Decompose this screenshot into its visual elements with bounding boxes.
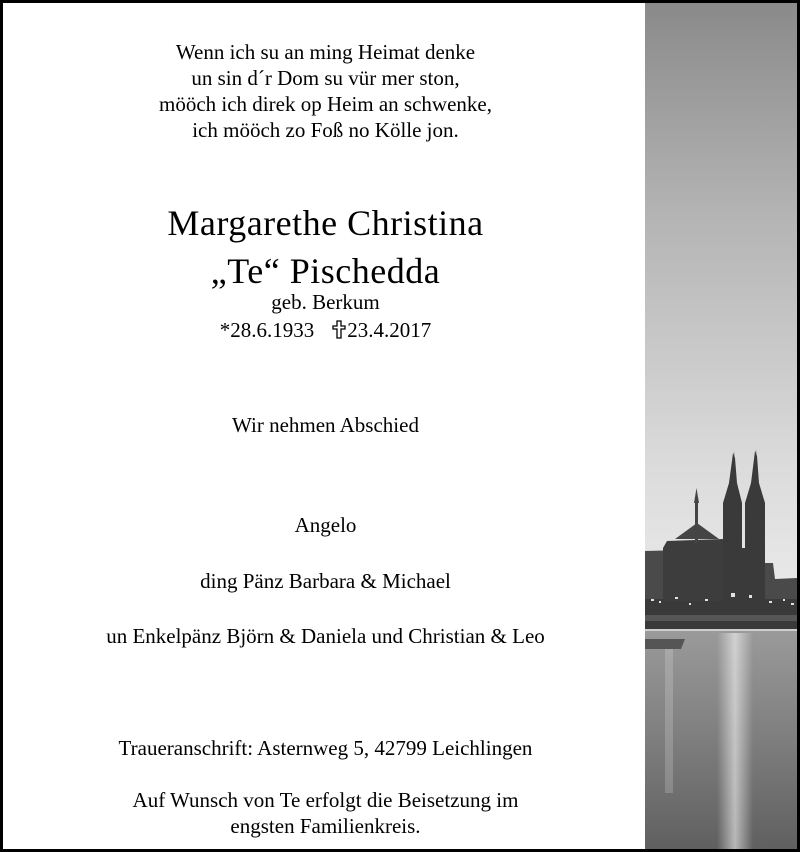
poem-line: mööch ich direk op Heim an schwenke, — [159, 92, 492, 116]
burial-note — [3, 787, 648, 839]
notice-text-column — [3, 3, 648, 849]
burial-note-line1: Auf Wunsch von Te erfolgt die Beisetzung im — [132, 788, 519, 812]
mourner-spouse: Angelo — [294, 513, 357, 537]
mourner-grandchildren: un Enkelpänz Björn & Daniela und Christian & Leo — [106, 624, 545, 648]
deceased-name-line2: „Te“ Pischedda — [210, 251, 441, 291]
life-dates — [3, 317, 648, 345]
deceased-name-line1: Margarethe Christina — [167, 203, 484, 243]
maiden-name: geb. Berkum — [271, 290, 380, 314]
birth-date: *28.6.1933 — [219, 318, 315, 342]
burial-note-line2: engsten Familienkreis. — [230, 814, 421, 838]
poem-line: ich mööch zo Foß no Kölle jon. — [192, 118, 459, 142]
deceased-name — [3, 199, 648, 295]
farewell-text: Wir nehmen Abschied — [232, 413, 419, 437]
poem-line: Wenn ich su an ming Heimat denke — [175, 40, 476, 64]
death-date: 23.4.2017 — [347, 318, 432, 342]
mourner-children: ding Pänz Barbara & Michael — [200, 569, 451, 593]
mourning-address: Traueranschrift: Asternweg 5, 42799 Leichlingen — [118, 736, 533, 760]
cross-icon — [332, 319, 346, 345]
poem — [3, 39, 648, 143]
poem-line: un sin d´r Dom su vür mer ston, — [191, 66, 460, 90]
cologne-cathedral-skyline-image — [645, 3, 797, 849]
